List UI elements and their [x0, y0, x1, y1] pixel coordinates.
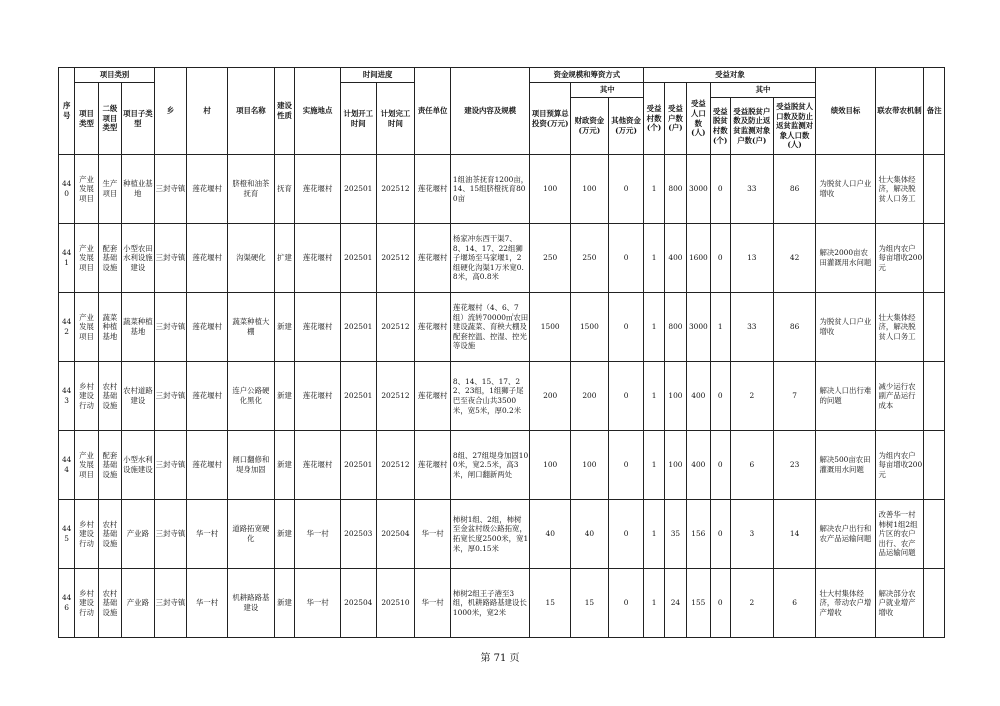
cell-subtype2: 生产项目	[98, 155, 121, 224]
cell-content: 柿树2组王子港至3组，机耕路路基建设长1000米，宽2米	[450, 569, 529, 638]
cell-fiscal: 200	[571, 362, 609, 431]
cell-subtype: 产业路	[122, 569, 155, 638]
cell-ben-villages: 1	[644, 362, 664, 431]
header-beneficiaries: 受益对象	[644, 68, 816, 83]
cell-poor-villages: 0	[710, 224, 730, 293]
cell-other: 0	[608, 500, 644, 569]
cell-name: 道路拓宽硬化	[227, 500, 274, 569]
cell-mechanism: 为组内农户每亩增收200元	[875, 431, 924, 500]
cell-village: 莲花堰村	[187, 224, 228, 293]
table-row	[59, 362, 945, 431]
cell-ben-people: 156	[687, 500, 710, 569]
cell-mechanism: 减少运行农副产品运行成本	[875, 362, 924, 431]
cell-type: 产业发展项目	[75, 293, 98, 362]
cell-end: 202504	[376, 500, 415, 569]
header-subtype: 项目子类型	[122, 83, 155, 155]
cell-ben-households: 100	[664, 362, 686, 431]
cell-target: 为脱贫人口户业增收	[816, 155, 875, 224]
cell-poor-villages: 1	[710, 293, 730, 362]
cell-remark	[924, 431, 945, 500]
cell-township: 三封寺镇	[154, 293, 187, 362]
cell-nature: 新建	[274, 431, 294, 500]
header-unit: 责任单位	[415, 68, 451, 155]
cell-village: 华一村	[187, 569, 228, 638]
cell-village: 莲花堰村	[187, 362, 228, 431]
cell-budget: 100	[530, 431, 571, 500]
cell-mechanism: 为组内农户每亩增收200元	[875, 224, 924, 293]
cell-end: 202510	[376, 569, 415, 638]
cell-other: 0	[608, 362, 644, 431]
cell-start: 202501	[340, 431, 376, 500]
header-subtype2: 二级项目类型	[98, 83, 121, 155]
cell-content: 8、14、15、17、22、23组，1组狮子尾巴至夜合山共3500米，宽5米，厚0.2米	[450, 362, 529, 431]
cell-start: 202504	[340, 569, 376, 638]
cell-other: 0	[608, 293, 644, 362]
cell-content: 8组、27组堤身加固100米，宽2.5米，高3米，闸口翻新两处	[450, 431, 529, 500]
cell-mechanism: 改善华一村柿树1组2组片区的农户出行、农产品运输问题	[875, 500, 924, 569]
cell-poor-households: 3	[730, 500, 773, 569]
cell-ben-villages: 1	[644, 500, 664, 569]
cell-poor-households: 33	[730, 155, 773, 224]
cell-ben-households: 800	[664, 293, 686, 362]
cell-nature: 新建	[274, 293, 294, 362]
cell-subtype: 农村道路建设	[122, 362, 155, 431]
cell-subtype2: 农村基础设施	[98, 500, 121, 569]
cell-location: 莲花堰村	[295, 155, 341, 224]
cell-target: 为脱贫人口户业增收	[816, 293, 875, 362]
cell-remark	[924, 224, 945, 293]
cell-poor-villages: 0	[710, 500, 730, 569]
header-mechanism: 联农带农机制	[875, 68, 924, 155]
cell-township: 三封寺镇	[154, 362, 187, 431]
cell-type: 乡村建设行动	[75, 362, 98, 431]
project-table	[58, 67, 945, 638]
cell-seq: 444	[59, 431, 75, 500]
cell-location: 莲花堰村	[295, 293, 341, 362]
table-row	[59, 293, 945, 362]
cell-unit: 莲花堰村	[415, 431, 451, 500]
header-budget: 项目预算总投资(万元)	[530, 83, 571, 155]
table-body	[59, 155, 945, 638]
cell-other: 0	[608, 155, 644, 224]
cell-mechanism: 解决部分农户就业增产增收	[875, 569, 924, 638]
cell-target: 解决2000亩农田灌溉用水问题	[816, 224, 875, 293]
cell-ben-people: 155	[687, 569, 710, 638]
header-poor-people: 受益脱贫人口数及防止返贫监测对象人口数(人)	[773, 98, 816, 155]
cell-subtype: 种植业基地	[122, 155, 155, 224]
header-seq: 序号	[59, 68, 75, 155]
cell-poor-people: 23	[773, 431, 816, 500]
cell-subtype2: 配套基础设施	[98, 431, 121, 500]
header-poor-villages: 受益脱贫村数(个)	[710, 98, 730, 155]
table-row	[59, 569, 945, 638]
cell-end: 202512	[376, 224, 415, 293]
cell-subtype: 小型水利设施建设	[122, 431, 155, 500]
cell-village: 莲花堰村	[187, 431, 228, 500]
cell-fiscal: 15	[571, 569, 609, 638]
header-start: 计划开工时间	[340, 83, 376, 155]
cell-location: 莲花堰村	[295, 362, 341, 431]
cell-type: 乡村建设行动	[75, 500, 98, 569]
cell-name: 机耕路路基建设	[227, 569, 274, 638]
cell-seq: 441	[59, 224, 75, 293]
table-row	[59, 155, 945, 224]
header-name: 项目名称	[227, 68, 274, 155]
cell-township: 三封寺镇	[154, 224, 187, 293]
cell-subtype2: 配套基础设施	[98, 224, 121, 293]
cell-ben-villages: 1	[644, 155, 664, 224]
cell-location: 莲花堰村	[295, 431, 341, 500]
cell-ben-people: 3000	[687, 293, 710, 362]
cell-seq: 445	[59, 500, 75, 569]
cell-budget: 250	[530, 224, 571, 293]
cell-fiscal: 100	[571, 431, 609, 500]
cell-township: 三封寺镇	[154, 155, 187, 224]
cell-ben-households: 100	[664, 431, 686, 500]
cell-other: 0	[608, 224, 644, 293]
cell-start: 202503	[340, 500, 376, 569]
cell-nature: 新建	[274, 362, 294, 431]
header-end: 计划完工时间	[376, 83, 415, 155]
cell-unit: 莲花堰村	[415, 224, 451, 293]
cell-ben-households: 24	[664, 569, 686, 638]
cell-seq: 440	[59, 155, 75, 224]
header-time: 时间进度	[340, 68, 414, 83]
header-ben-villages: 受益村数(个)	[644, 83, 664, 155]
header-among: 其中	[571, 83, 644, 98]
cell-budget: 40	[530, 500, 571, 569]
cell-content: 1组油茶抚育1200亩，14、15组脐橙抚育800亩	[450, 155, 529, 224]
page-number: 第 71 页	[480, 653, 520, 664]
header-category: 项目类别	[75, 68, 154, 83]
table-row	[59, 224, 945, 293]
cell-content: 莲花堰村（4、6、7组）流转70000㎡农田建设蔬菜、育秧大棚及配套控温、控湿、控光等设施	[450, 293, 529, 362]
header-among2: 其中	[710, 83, 816, 98]
cell-ben-villages: 1	[644, 569, 664, 638]
cell-content: 杨家冲东西干渠7、8、14、17、22组狮子堰场至马家堰1，2组硬化沟渠1万米宽0.8米，高0.8米	[450, 224, 529, 293]
cell-nature: 新建	[274, 500, 294, 569]
cell-remark	[924, 155, 945, 224]
cell-budget: 1500	[530, 293, 571, 362]
cell-type: 产业发展项目	[75, 155, 98, 224]
cell-name: 蔬菜种植大棚	[227, 293, 274, 362]
cell-name: 连户公路硬化黑化	[227, 362, 274, 431]
table-row	[59, 500, 945, 569]
cell-poor-households: 2	[730, 362, 773, 431]
cell-subtype: 小型农田水利设施建设	[122, 224, 155, 293]
cell-start: 202501	[340, 224, 376, 293]
cell-end: 202512	[376, 293, 415, 362]
header-other: 其他资金(万元)	[608, 98, 644, 155]
cell-remark	[924, 569, 945, 638]
cell-seq: 446	[59, 569, 75, 638]
cell-name: 闸口翻修和堤身加固	[227, 431, 274, 500]
cell-budget: 200	[530, 362, 571, 431]
header-remark: 备注	[924, 68, 945, 155]
header-village: 村	[187, 68, 228, 155]
cell-nature: 抚育	[274, 155, 294, 224]
cell-ben-people: 1600	[687, 224, 710, 293]
cell-subtype: 蔬菜种植基地	[122, 293, 155, 362]
cell-type: 乡村建设行动	[75, 569, 98, 638]
cell-village: 莲花堰村	[187, 293, 228, 362]
cell-nature: 新建	[274, 569, 294, 638]
cell-ben-people: 400	[687, 431, 710, 500]
cell-location: 莲花堰村	[295, 224, 341, 293]
header-target: 绩效目标	[816, 68, 875, 155]
cell-type: 产业发展项目	[75, 431, 98, 500]
cell-name: 沟渠硬化	[227, 224, 274, 293]
cell-subtype2: 农村基础设施	[98, 362, 121, 431]
cell-nature: 扩建	[274, 224, 294, 293]
cell-poor-people: 42	[773, 224, 816, 293]
cell-end: 202512	[376, 431, 415, 500]
cell-target: 壮大村集体经济，带动农户增产增收	[816, 569, 875, 638]
cell-subtype2: 蔬菜种植基地	[98, 293, 121, 362]
table-header	[59, 68, 945, 155]
cell-ben-people: 3000	[687, 155, 710, 224]
cell-unit: 华一村	[415, 500, 451, 569]
cell-target: 解决农户出行和农产品运输问题	[816, 500, 875, 569]
cell-content: 柿树1组、2组，柿树至金盆村级公路拓宽，拓宽长度2500米，宽1米，厚0.15米	[450, 500, 529, 569]
cell-ben-households: 400	[664, 224, 686, 293]
header-location: 实施地点	[295, 68, 341, 155]
cell-budget: 15	[530, 569, 571, 638]
cell-fiscal: 1500	[571, 293, 609, 362]
cell-unit: 华一村	[415, 569, 451, 638]
cell-poor-people: 6	[773, 569, 816, 638]
cell-mechanism: 壮大集体经济，解决脱贫人口务工	[875, 155, 924, 224]
header-fiscal: 财政资金(万元)	[571, 98, 609, 155]
header-poor-households: 受益脱贫户数及防止返贫监测对象户数(户)	[730, 98, 773, 155]
cell-ben-people: 400	[687, 362, 710, 431]
cell-unit: 莲花堰村	[415, 362, 451, 431]
header-funds: 资金规模和筹资方式	[530, 68, 644, 83]
cell-subtype2: 农村基础设施	[98, 569, 121, 638]
cell-poor-households: 33	[730, 293, 773, 362]
cell-poor-villages: 0	[710, 155, 730, 224]
cell-fiscal: 250	[571, 224, 609, 293]
cell-ben-households: 800	[664, 155, 686, 224]
cell-village: 华一村	[187, 500, 228, 569]
cell-remark	[924, 293, 945, 362]
cell-poor-households: 2	[730, 569, 773, 638]
cell-poor-villages: 0	[710, 569, 730, 638]
header-ben-households: 受益户数(户)	[664, 83, 686, 155]
cell-township: 三封寺镇	[154, 569, 187, 638]
cell-ben-households: 35	[664, 500, 686, 569]
cell-location: 华一村	[295, 500, 341, 569]
cell-township: 三封寺镇	[154, 431, 187, 500]
cell-poor-people: 86	[773, 155, 816, 224]
cell-other: 0	[608, 569, 644, 638]
cell-mechanism: 壮大集体经济，解决脱贫人口务工	[875, 293, 924, 362]
cell-poor-households: 6	[730, 431, 773, 500]
cell-subtype: 产业路	[122, 500, 155, 569]
header-ben-people: 受益人口数(人)	[687, 83, 710, 155]
cell-remark	[924, 362, 945, 431]
cell-type: 产业发展项目	[75, 224, 98, 293]
cell-start: 202501	[340, 155, 376, 224]
header-type: 项目类型	[75, 83, 98, 155]
cell-end: 202512	[376, 362, 415, 431]
cell-unit: 莲花堰村	[415, 293, 451, 362]
cell-target: 解决人口出行难的问题	[816, 362, 875, 431]
cell-village: 莲花堰村	[187, 155, 228, 224]
cell-seq: 443	[59, 362, 75, 431]
cell-remark	[924, 500, 945, 569]
cell-other: 0	[608, 431, 644, 500]
cell-fiscal: 40	[571, 500, 609, 569]
cell-poor-people: 14	[773, 500, 816, 569]
cell-seq: 442	[59, 293, 75, 362]
cell-budget: 100	[530, 155, 571, 224]
header-content: 建设内容及规模	[450, 68, 529, 155]
cell-ben-villages: 1	[644, 224, 664, 293]
cell-poor-people: 86	[773, 293, 816, 362]
header-township: 乡	[154, 68, 187, 155]
cell-poor-people: 7	[773, 362, 816, 431]
cell-poor-villages: 0	[710, 431, 730, 500]
cell-ben-villages: 1	[644, 431, 664, 500]
cell-unit: 莲花堰村	[415, 155, 451, 224]
cell-fiscal: 100	[571, 155, 609, 224]
cell-end: 202512	[376, 155, 415, 224]
cell-target: 解决500亩农田灌溉用水问题	[816, 431, 875, 500]
cell-start: 202501	[340, 362, 376, 431]
cell-poor-villages: 0	[710, 362, 730, 431]
cell-name: 脐橙和油茶抚育	[227, 155, 274, 224]
cell-poor-households: 13	[730, 224, 773, 293]
table-row	[59, 431, 945, 500]
cell-location: 华一村	[295, 569, 341, 638]
cell-ben-villages: 1	[644, 293, 664, 362]
cell-start: 202501	[340, 293, 376, 362]
header-nature: 建设性质	[274, 68, 294, 155]
cell-township: 三封寺镇	[154, 500, 187, 569]
